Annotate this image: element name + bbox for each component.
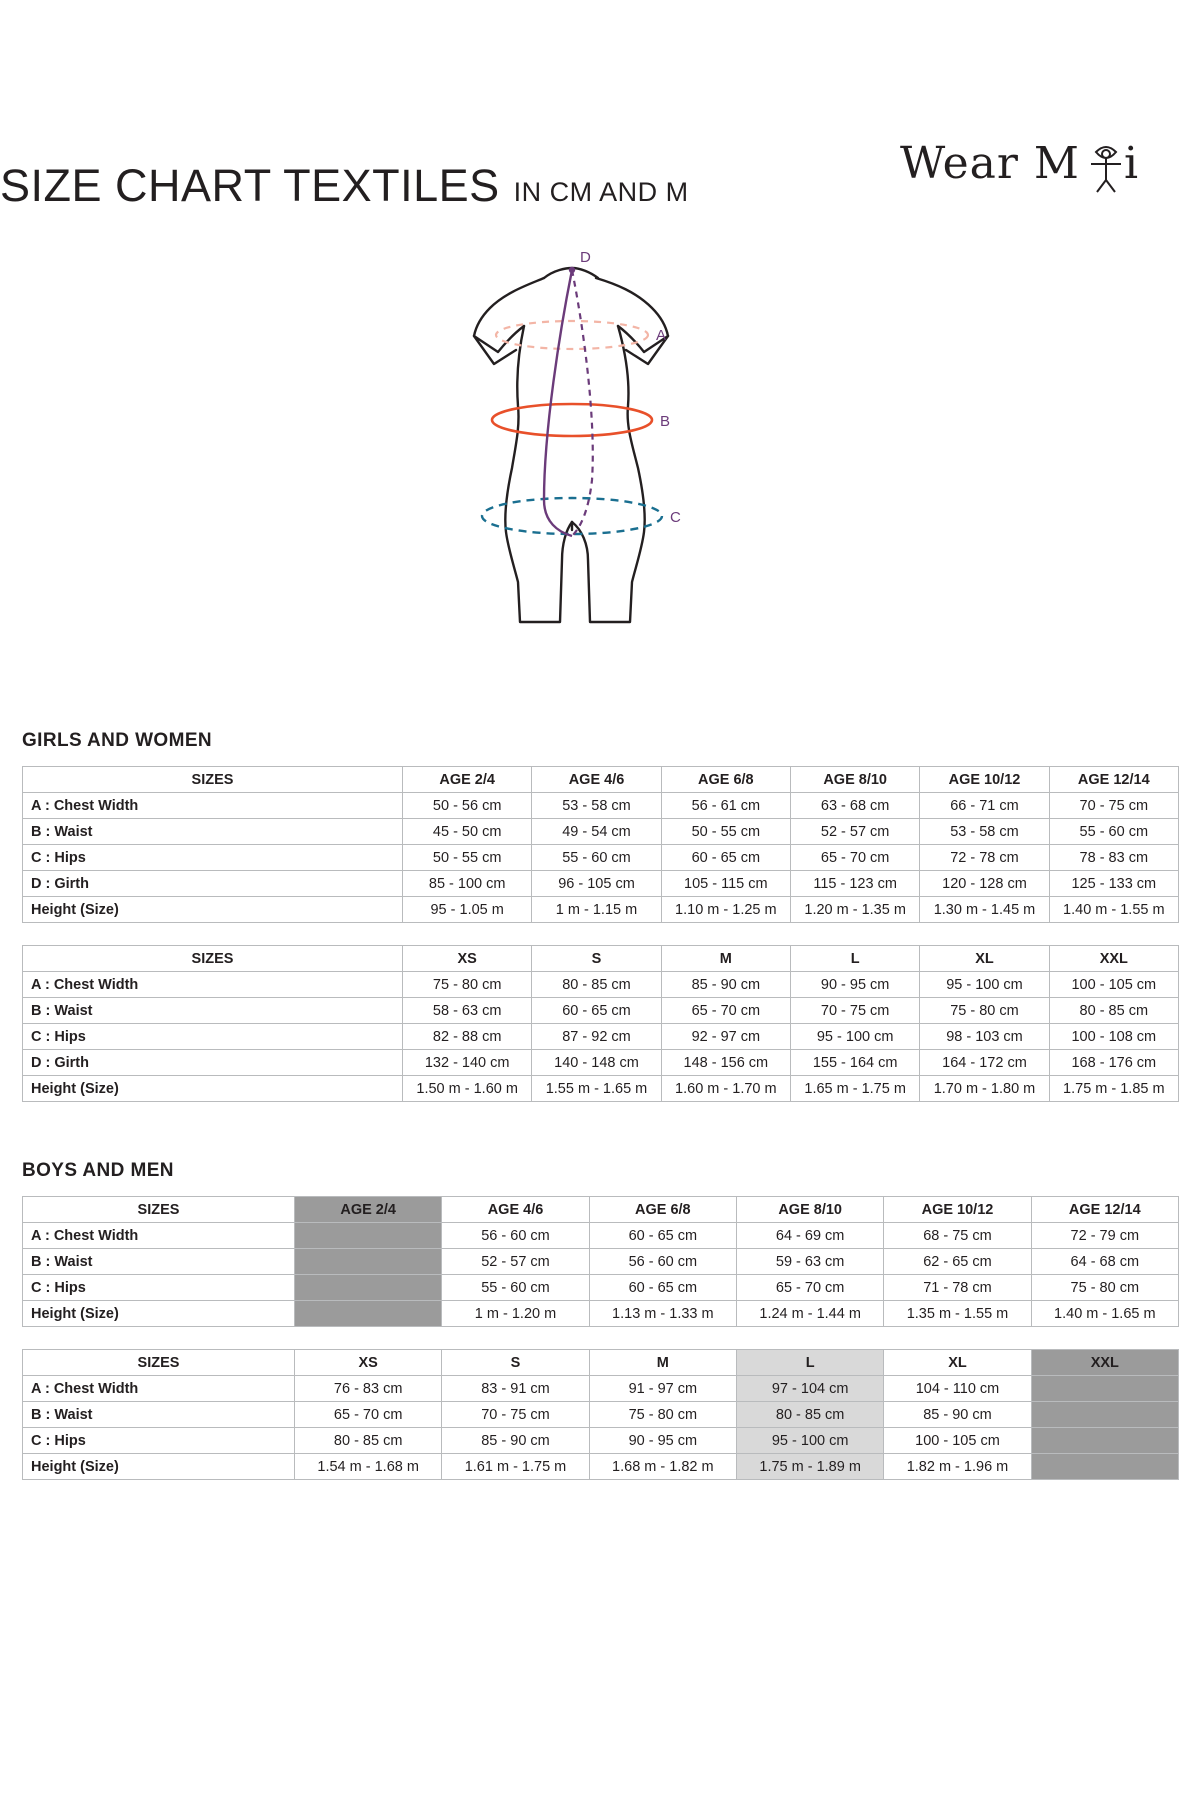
column-header: AGE 8/10 xyxy=(790,767,919,793)
column-header: AGE 8/10 xyxy=(736,1197,883,1223)
table-cell: 60 - 65 cm xyxy=(589,1275,736,1301)
table-cell: 56 - 60 cm xyxy=(589,1249,736,1275)
table-spacer xyxy=(0,923,1200,945)
table-cell: 53 - 58 cm xyxy=(532,793,661,819)
table-cell: 56 - 60 cm xyxy=(442,1223,589,1249)
table-row xyxy=(23,1275,1179,1301)
column-header: S xyxy=(532,946,661,972)
body-figure-icon xyxy=(420,230,780,680)
table-cell: 65 - 70 cm xyxy=(790,845,919,871)
table-header-row xyxy=(23,767,1179,793)
table-cell: 1.70 m - 1.80 m xyxy=(920,1076,1049,1102)
row-label: D : Girth xyxy=(23,1050,403,1076)
table-cell: 1 m - 1.20 m xyxy=(442,1301,589,1327)
row-label: B : Waist xyxy=(23,1402,295,1428)
table-cell: 125 - 133 cm xyxy=(1049,871,1178,897)
table-cell: 1.68 m - 1.82 m xyxy=(589,1454,736,1480)
row-label: C : Hips xyxy=(23,1275,295,1301)
size-tables-root xyxy=(0,730,1200,1480)
table-row xyxy=(23,1050,1179,1076)
column-header: XXL xyxy=(1031,1350,1178,1376)
row-label: Height (Size) xyxy=(23,897,403,923)
table-cell: 53 - 58 cm xyxy=(920,819,1049,845)
table-cell: 1.24 m - 1.44 m xyxy=(736,1301,883,1327)
table-row xyxy=(23,1024,1179,1050)
table-row xyxy=(23,897,1179,923)
column-header: AGE 6/8 xyxy=(589,1197,736,1223)
table-cell: 80 - 85 cm xyxy=(1049,998,1178,1024)
table-cell: 90 - 95 cm xyxy=(589,1428,736,1454)
table-cell: 70 - 75 cm xyxy=(790,998,919,1024)
table-cell: 56 - 61 cm xyxy=(661,793,790,819)
table-cell: 62 - 65 cm xyxy=(884,1249,1031,1275)
row-label: Height (Size) xyxy=(23,1076,403,1102)
table-cell: 155 - 164 cm xyxy=(790,1050,919,1076)
table-cell: 85 - 90 cm xyxy=(661,972,790,998)
table-cell: 70 - 75 cm xyxy=(1049,793,1178,819)
column-header: XL xyxy=(884,1350,1031,1376)
table-cell: 1.30 m - 1.45 m xyxy=(920,897,1049,923)
table-cell: 50 - 55 cm xyxy=(403,845,532,871)
table-row xyxy=(23,871,1179,897)
table-cell: 65 - 70 cm xyxy=(295,1402,442,1428)
table-header-row xyxy=(23,1350,1179,1376)
column-header-sizes: SIZES xyxy=(23,767,403,793)
column-header: XL xyxy=(920,946,1049,972)
hips-measure-line xyxy=(482,498,681,534)
table-cell: 120 - 128 cm xyxy=(920,871,1049,897)
column-header: XS xyxy=(403,946,532,972)
table-cell: 75 - 80 cm xyxy=(1031,1275,1178,1301)
svg-text:A: A xyxy=(656,327,667,344)
body-measurement-figure xyxy=(0,230,1200,730)
table-cell: 65 - 70 cm xyxy=(661,998,790,1024)
table-cell: 80 - 85 cm xyxy=(736,1402,883,1428)
table-cell: 85 - 100 cm xyxy=(403,871,532,897)
table-cell: 1 m - 1.15 m xyxy=(532,897,661,923)
brand-logo xyxy=(900,130,1200,200)
column-header: XS xyxy=(295,1350,442,1376)
row-label: B : Waist xyxy=(23,819,403,845)
column-header: AGE 2/4 xyxy=(295,1197,442,1223)
table-cell: 95 - 100 cm xyxy=(790,1024,919,1050)
table-cell: 1.75 m - 1.85 m xyxy=(1049,1076,1178,1102)
table-cell: 95 - 100 cm xyxy=(920,972,1049,998)
page-header xyxy=(0,0,1200,230)
table-cell: 60 - 65 cm xyxy=(589,1223,736,1249)
girth-measure-line xyxy=(544,249,593,536)
size-table xyxy=(22,766,1179,923)
row-label: C : Hips xyxy=(23,1428,295,1454)
table-cell: 115 - 123 cm xyxy=(790,871,919,897)
svg-text:i: i xyxy=(1124,138,1139,189)
table-cell: 80 - 85 cm xyxy=(295,1428,442,1454)
table-cell xyxy=(1031,1454,1178,1480)
row-label: C : Hips xyxy=(23,1024,403,1050)
row-label: A : Chest Width xyxy=(23,1376,295,1402)
row-label: B : Waist xyxy=(23,1249,295,1275)
table-spacer xyxy=(0,1327,1200,1349)
table-header-row xyxy=(23,1197,1179,1223)
table-row xyxy=(23,1376,1179,1402)
table-cell: 1.75 m - 1.89 m xyxy=(736,1454,883,1480)
table-cell: 78 - 83 cm xyxy=(1049,845,1178,871)
row-label: A : Chest Width xyxy=(23,972,403,998)
table-cell: 1.13 m - 1.33 m xyxy=(589,1301,736,1327)
table-cell: 1.10 m - 1.25 m xyxy=(661,897,790,923)
table-cell: 168 - 176 cm xyxy=(1049,1050,1178,1076)
table-cell xyxy=(295,1301,442,1327)
table-row xyxy=(23,819,1179,845)
column-header-sizes: SIZES xyxy=(23,946,403,972)
table-cell: 1.61 m - 1.75 m xyxy=(442,1454,589,1480)
table-cell: 59 - 63 cm xyxy=(736,1249,883,1275)
column-header: AGE 4/6 xyxy=(442,1197,589,1223)
table-row xyxy=(23,1454,1179,1480)
table-cell: 90 - 95 cm xyxy=(790,972,919,998)
table-row xyxy=(23,1249,1179,1275)
table-cell: 60 - 65 cm xyxy=(661,845,790,871)
table-cell: 64 - 68 cm xyxy=(1031,1249,1178,1275)
table-cell: 72 - 78 cm xyxy=(920,845,1049,871)
column-header: AGE 4/6 xyxy=(532,767,661,793)
column-header: AGE 10/12 xyxy=(884,1197,1031,1223)
table-cell: 100 - 108 cm xyxy=(1049,1024,1178,1050)
table-cell: 91 - 97 cm xyxy=(589,1376,736,1402)
table-cell: 104 - 110 cm xyxy=(884,1376,1031,1402)
svg-text:Wear M: Wear M xyxy=(900,138,1080,189)
row-label: D : Girth xyxy=(23,871,403,897)
table-cell: 71 - 78 cm xyxy=(884,1275,1031,1301)
column-header-sizes: SIZES xyxy=(23,1350,295,1376)
table-cell: 95 - 1.05 m xyxy=(403,897,532,923)
table-cell: 49 - 54 cm xyxy=(532,819,661,845)
table-cell: 140 - 148 cm xyxy=(532,1050,661,1076)
table-cell: 76 - 83 cm xyxy=(295,1376,442,1402)
table-row xyxy=(23,972,1179,998)
row-label: Height (Size) xyxy=(23,1454,295,1480)
table-cell: 58 - 63 cm xyxy=(403,998,532,1024)
table-cell: 1.40 m - 1.65 m xyxy=(1031,1301,1178,1327)
page-title-subtitle: IN CM AND M xyxy=(513,177,689,207)
page-title xyxy=(0,160,689,212)
table-cell: 55 - 60 cm xyxy=(532,845,661,871)
table-row xyxy=(23,1402,1179,1428)
page-title-main: SIZE CHART TEXTILES xyxy=(0,160,500,211)
table-row xyxy=(23,1301,1179,1327)
table-cell: 75 - 80 cm xyxy=(589,1402,736,1428)
table-cell: 68 - 75 cm xyxy=(884,1223,1031,1249)
table-header-row xyxy=(23,946,1179,972)
table-row xyxy=(23,998,1179,1024)
table-cell: 92 - 97 cm xyxy=(661,1024,790,1050)
section-spacer xyxy=(0,1102,1200,1160)
table-cell: 66 - 71 cm xyxy=(920,793,1049,819)
table-cell: 64 - 69 cm xyxy=(736,1223,883,1249)
table-cell: 148 - 156 cm xyxy=(661,1050,790,1076)
table-cell: 75 - 80 cm xyxy=(920,998,1049,1024)
table-cell: 164 - 172 cm xyxy=(920,1050,1049,1076)
row-label: Height (Size) xyxy=(23,1301,295,1327)
size-table xyxy=(22,945,1179,1102)
column-header: XXL xyxy=(1049,946,1178,972)
brand-logo-icon xyxy=(900,130,1200,202)
table-row xyxy=(23,793,1179,819)
row-label: A : Chest Width xyxy=(23,793,403,819)
column-header: M xyxy=(661,946,790,972)
table-cell: 1.60 m - 1.70 m xyxy=(661,1076,790,1102)
svg-text:C: C xyxy=(670,509,681,526)
section-title: GIRLS AND WOMEN xyxy=(22,730,213,751)
table-cell: 1.65 m - 1.75 m xyxy=(790,1076,919,1102)
size-table xyxy=(22,1349,1179,1480)
section-title: BOYS AND MEN xyxy=(22,1160,174,1181)
row-label: B : Waist xyxy=(23,998,403,1024)
row-label: C : Hips xyxy=(23,845,403,871)
column-header: M xyxy=(589,1350,736,1376)
table-cell: 85 - 90 cm xyxy=(442,1428,589,1454)
table-cell xyxy=(295,1223,442,1249)
table-cell: 1.54 m - 1.68 m xyxy=(295,1454,442,1480)
table-cell xyxy=(295,1275,442,1301)
table-cell: 83 - 91 cm xyxy=(442,1376,589,1402)
table-cell xyxy=(1031,1428,1178,1454)
table-cell xyxy=(1031,1402,1178,1428)
table-cell: 72 - 79 cm xyxy=(1031,1223,1178,1249)
table-cell: 1.82 m - 1.96 m xyxy=(884,1454,1031,1480)
table-row xyxy=(23,1223,1179,1249)
table-cell: 1.35 m - 1.55 m xyxy=(884,1301,1031,1327)
table-row xyxy=(23,1428,1179,1454)
table-cell: 100 - 105 cm xyxy=(884,1428,1031,1454)
row-label: A : Chest Width xyxy=(23,1223,295,1249)
table-cell: 45 - 50 cm xyxy=(403,819,532,845)
table-cell: 105 - 115 cm xyxy=(661,871,790,897)
table-cell: 97 - 104 cm xyxy=(736,1376,883,1402)
table-row xyxy=(23,845,1179,871)
table-cell: 52 - 57 cm xyxy=(790,819,919,845)
table-cell: 52 - 57 cm xyxy=(442,1249,589,1275)
table-cell: 87 - 92 cm xyxy=(532,1024,661,1050)
table-cell xyxy=(1031,1376,1178,1402)
table-cell: 98 - 103 cm xyxy=(920,1024,1049,1050)
table-cell: 75 - 80 cm xyxy=(403,972,532,998)
table-cell: 50 - 55 cm xyxy=(661,819,790,845)
column-header: AGE 12/14 xyxy=(1031,1197,1178,1223)
column-header: AGE 2/4 xyxy=(403,767,532,793)
column-header: AGE 10/12 xyxy=(920,767,1049,793)
table-cell xyxy=(295,1249,442,1275)
table-cell: 80 - 85 cm xyxy=(532,972,661,998)
column-header-sizes: SIZES xyxy=(23,1197,295,1223)
table-cell: 1.55 m - 1.65 m xyxy=(532,1076,661,1102)
column-header: L xyxy=(790,946,919,972)
svg-text:D: D xyxy=(580,249,591,266)
table-cell: 60 - 65 cm xyxy=(532,998,661,1024)
table-cell: 65 - 70 cm xyxy=(736,1275,883,1301)
size-table xyxy=(22,1196,1179,1327)
table-cell: 96 - 105 cm xyxy=(532,871,661,897)
table-cell: 63 - 68 cm xyxy=(790,793,919,819)
table-cell: 70 - 75 cm xyxy=(442,1402,589,1428)
table-cell: 85 - 90 cm xyxy=(884,1402,1031,1428)
table-cell: 50 - 56 cm xyxy=(403,793,532,819)
table-cell: 132 - 140 cm xyxy=(403,1050,532,1076)
table-cell: 1.50 m - 1.60 m xyxy=(403,1076,532,1102)
table-cell: 1.40 m - 1.55 m xyxy=(1049,897,1178,923)
table-cell: 100 - 105 cm xyxy=(1049,972,1178,998)
column-header: AGE 12/14 xyxy=(1049,767,1178,793)
table-cell: 1.20 m - 1.35 m xyxy=(790,897,919,923)
svg-text:B: B xyxy=(660,413,671,430)
column-header: S xyxy=(442,1350,589,1376)
table-cell: 82 - 88 cm xyxy=(403,1024,532,1050)
table-cell: 55 - 60 cm xyxy=(442,1275,589,1301)
column-header: L xyxy=(736,1350,883,1376)
column-header: AGE 6/8 xyxy=(661,767,790,793)
table-row xyxy=(23,1076,1179,1102)
table-cell: 95 - 100 cm xyxy=(736,1428,883,1454)
table-cell: 55 - 60 cm xyxy=(1049,819,1178,845)
